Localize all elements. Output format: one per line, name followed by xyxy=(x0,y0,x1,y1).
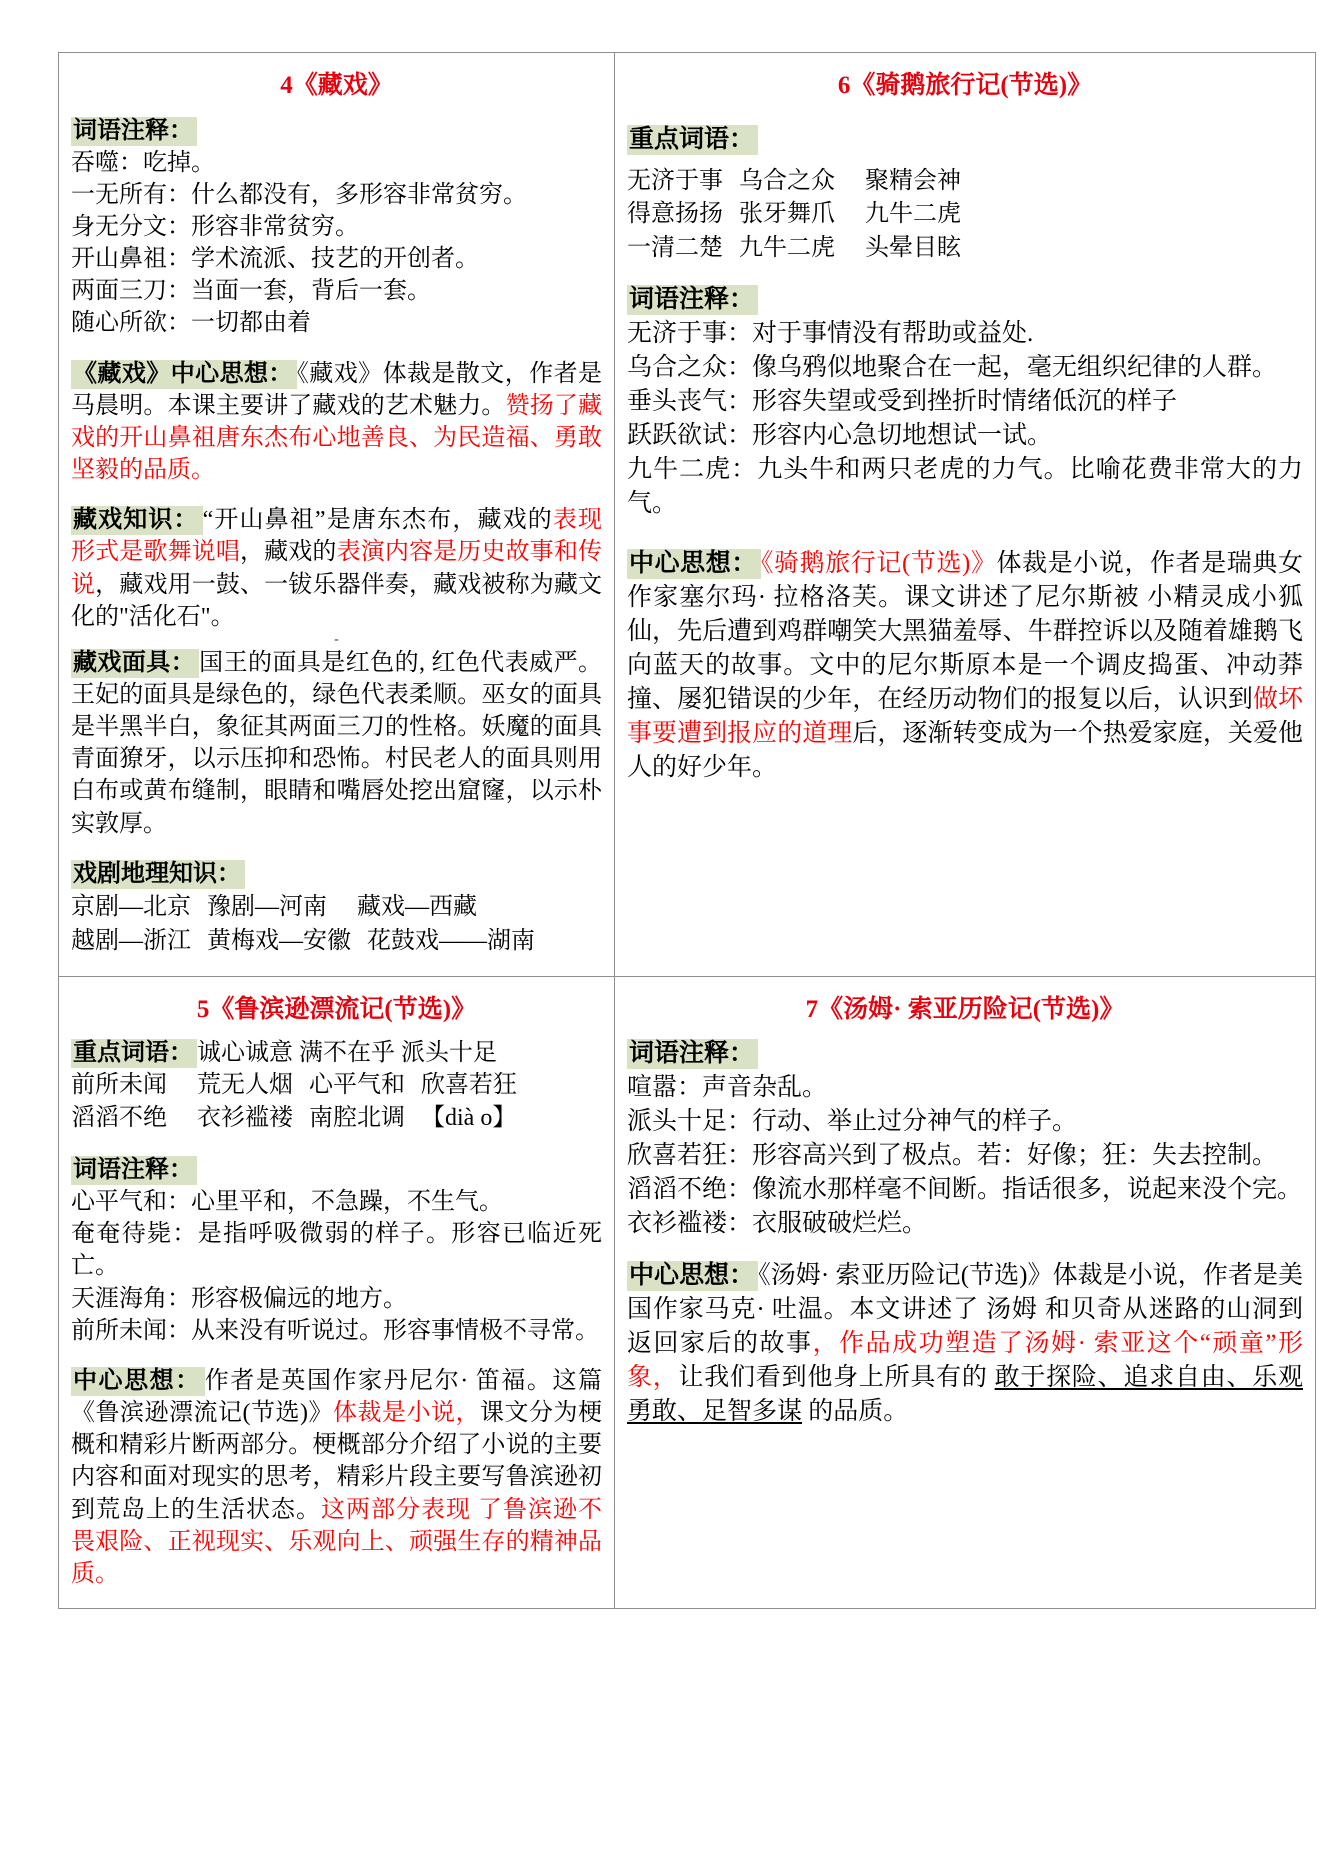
theme-red-2: 这两部分表现 了鲁滨逊不畏艰险、正视现实、乐观向上、顽强生存的精神品质。 xyxy=(71,1496,602,1587)
section-label-keywords: 重点词语： xyxy=(627,125,758,155)
keywords-label-wrap xyxy=(627,123,1303,157)
keyword-grid xyxy=(627,165,1303,266)
knowledge-text-3: ，藏戏用一鼓、一钹乐器伴奏，藏戏被称为藏文化的"活化石"。 xyxy=(71,571,603,630)
spacer xyxy=(627,157,1303,165)
keywords-first-line xyxy=(71,1037,602,1069)
vocab-line: 随心所欲：一切都由着 xyxy=(71,310,311,337)
opera-row xyxy=(71,924,602,958)
vocab-line: 滔滔不绝：像流水那样毫不间断。指话很多，说起来没个完。 xyxy=(627,1175,1303,1203)
opera-item: 花鼓戏——湖南 xyxy=(367,928,535,955)
vocab-line: 奄奄待毙：是指呼吸微弱的样子。形容已临近死亡。 xyxy=(71,1221,602,1280)
cell-lesson-6 xyxy=(615,53,1316,977)
cell-5-section-keywords xyxy=(71,1037,602,1136)
spacer xyxy=(71,1140,602,1154)
section-label-vocab: 词语注释： xyxy=(71,1156,197,1185)
keyword: 头晕目眩 xyxy=(865,234,961,261)
theme-text-1: 体裁是小说，作者是瑞典女作家塞尔玛· 拉格洛芙。课文讲述了尼尔斯被 小精灵成小狐仙，先后遭到鸡群嘲笑大黑猫羞辱、牛群控诉以及随着雄鹅飞向蓝天的故事。文中的尼尔斯原本是一个调皮捣蛋、冲动莽撞、屡犯错误的少年，在经历动物们的报复以后，认识到 xyxy=(627,550,1303,714)
theme-text-1: 作者是英国作家丹尼尔· 笛福。这篇《鲁滨逊漂流记(节选)》 xyxy=(71,1367,602,1427)
cell-4-title: 4《藏戏》 xyxy=(280,72,393,99)
vocab-line: 一无所有：什么都没有，多形容非常贫穷。 xyxy=(71,181,527,208)
vocab-label-wrap xyxy=(71,115,602,147)
section-label-keywords: 重点词语： xyxy=(71,1039,197,1068)
cell-5-title: 5《鲁滨逊漂流记(节选)》 xyxy=(196,996,477,1024)
keyword-row xyxy=(71,1102,602,1136)
theme-text-1: 《汤姆· 索亚历险记(节选)》体裁是小说，作者是美国作家马克· 吐温。本文讲述了 汤姆 和贝奇从迷路的山洞到返回家后的故事 xyxy=(627,1261,1303,1357)
vocab-label-wrap xyxy=(71,1154,602,1186)
keyword: 九牛二虎 xyxy=(739,234,835,261)
opera-item: 越剧—浙江 xyxy=(71,928,191,955)
vocab-line: 衣衫褴褛：衣服破破烂烂。 xyxy=(627,1209,928,1237)
spacer xyxy=(627,1245,1303,1259)
vocab-label-wrap xyxy=(627,283,1303,317)
theme-text-2: 课文分为梗概和精彩片断两部分。梗概部分介绍了小说的主要内容和面对现实的思考，精彩片段主要写鲁滨逊初到荒岛上的生活状态。 xyxy=(71,1400,603,1523)
theme-text-2: 让我们看到他身上所具有的 xyxy=(678,1363,995,1391)
geography-label-wrap xyxy=(71,858,602,890)
masks-paragraph xyxy=(71,647,602,840)
cell-4-section-vocab xyxy=(71,115,602,340)
keyword-row xyxy=(71,1069,602,1103)
cell-4-section-knowledge xyxy=(71,504,602,633)
keyword: 得意扬扬 xyxy=(627,201,723,228)
keyword: 聚精会神 xyxy=(865,167,961,194)
theme-paragraph xyxy=(71,1365,602,1590)
keyword: 南腔北调 xyxy=(309,1105,405,1132)
keyword: 荒无人烟 xyxy=(197,1071,293,1098)
cell-lesson-5 xyxy=(59,977,615,1609)
knowledge-paragraph xyxy=(71,504,602,633)
table-row xyxy=(59,977,1316,1609)
theme-red-emphasis: 做坏事要遭到报应的道理 xyxy=(627,686,1303,748)
spacer xyxy=(71,490,602,504)
cell-7-title: 7《汤姆· 索亚历险记(节选)》 xyxy=(805,996,1125,1024)
theme-paragraph xyxy=(627,1259,1303,1429)
keyword-grid xyxy=(71,1069,602,1136)
keyword: 前所未闻 xyxy=(71,1071,167,1098)
theme-text-3: 的品质。 xyxy=(802,1397,909,1425)
vocab-line: 两面三刀：当面一套，背后一套。 xyxy=(71,278,431,305)
spacer xyxy=(71,1351,602,1365)
opera-item: 藏戏—西藏 xyxy=(357,893,477,920)
vocab-line: 开山鼻祖：学术流派、技艺的开创者。 xyxy=(71,246,479,273)
theme-red-1: ，作品成功塑造了汤姆· 索亚这个“顽童”形象， xyxy=(627,1329,1303,1391)
theme-paragraph xyxy=(627,547,1303,785)
cell-lesson-7 xyxy=(615,977,1316,1609)
opera-item: 京剧—北京 xyxy=(71,893,191,920)
stray-dash-mark: - xyxy=(334,631,339,647)
knowledge-text-2: ，藏戏的 xyxy=(240,539,337,566)
opera-row xyxy=(71,890,602,924)
cell-4-section-theme xyxy=(71,358,602,487)
cell-4-section-geography xyxy=(71,858,602,958)
cell-7-section-theme xyxy=(627,1259,1303,1429)
keyword: 无济于事 xyxy=(627,167,723,194)
cell-7-section-vocab xyxy=(627,1037,1303,1241)
keyword: 张牙舞爪 xyxy=(739,201,835,228)
vocab-line: 派头十足：行动、举止过分神气的样子。 xyxy=(627,1107,1078,1135)
keyword: 一清二楚 xyxy=(627,234,723,261)
spacer xyxy=(627,269,1303,283)
vocab-line: 吞噬：吃掉。 xyxy=(71,149,215,176)
spacer xyxy=(627,115,1303,123)
vocab-line: 天涯海角：形容极偏远的地方。 xyxy=(71,1285,407,1312)
vocab-label-wrap xyxy=(627,1037,1303,1071)
spacer xyxy=(71,844,602,858)
notes-table xyxy=(58,52,1316,1609)
cell-6-section-vocab xyxy=(627,283,1303,521)
keyword: 乌合之众 xyxy=(739,167,835,194)
theme-text-black: 《藏戏》体裁是散文，作者是马晨明。本课主要讲了藏戏的艺术魅力。 xyxy=(71,360,603,419)
section-label-vocab: 词语注释： xyxy=(71,117,197,146)
section-label-vocab: 词语注释： xyxy=(627,1039,758,1069)
section-label-theme: 《藏戏》中心思想： xyxy=(71,360,297,389)
section-label-theme: 中心思想： xyxy=(627,1261,758,1291)
knowledge-red-2: 表演内容是历史故事和传说 xyxy=(71,539,603,598)
vocab-line: 前所未闻：从来没有听说过。形容事情极不寻常。 xyxy=(71,1317,599,1344)
keyword-pinyin: 【dià o】 xyxy=(421,1105,517,1132)
cell-6-section-theme xyxy=(627,547,1303,785)
vocab-line: 跃跃欲试：形容内心急切地想试一试。 xyxy=(627,422,1053,450)
keyword-row xyxy=(627,232,1303,266)
section-label-masks: 藏戏面具： xyxy=(71,649,199,678)
knowledge-red-1: 表现形式是歌舞说唱 xyxy=(71,507,603,566)
cell-5-section-vocab xyxy=(71,1154,602,1347)
vocab-line: 心平气和：心里平和，不急躁，不生气。 xyxy=(71,1189,503,1216)
theme-text-red: 赞扬了藏戏的开山鼻祖唐东杰布心地善良、为民造福、勇敢坚毅的品质。 xyxy=(71,392,603,484)
keyword: 衣衫褴褛 xyxy=(197,1105,293,1132)
section-label-geography: 戏剧地理知识： xyxy=(71,860,245,889)
section-label-theme: 中心思想： xyxy=(627,549,761,579)
vocab-line: 垂头丧气：形容失望或受到挫折时情绪低沉的样子 xyxy=(627,388,1178,416)
spacer xyxy=(627,525,1303,539)
vocab-line: 身无分文：形容非常贫穷。 xyxy=(71,213,359,240)
cell-6-section-keywords xyxy=(627,123,1303,266)
theme-underlined-qualities: 敢于探险、追求自由、乐观勇敢、足智多谋 xyxy=(627,1363,1303,1425)
table-row xyxy=(59,53,1316,977)
keyword-row xyxy=(627,198,1303,232)
keyword: 心平气和 xyxy=(309,1071,405,1098)
masks-text: 国王的面具是红色的, 红色代表威严。王妃的面具是绿色的，绿色代表柔顺。巫女的面具是半黑半白，象征其两面三刀的性格。妖魔的面具青面獠牙，以示压抑和恐怖。村民老人的面具则用白布或黄布缝制，眼睛和嘴唇处挖出窟窿，以示朴实敦厚。 xyxy=(71,649,603,837)
vocab-line: 喧嚣：声音杂乱。 xyxy=(627,1073,828,1101)
opera-item: 黄梅戏—安徽 xyxy=(207,928,351,955)
keyword: 欣喜若狂 xyxy=(421,1071,517,1098)
spacer xyxy=(71,344,602,358)
theme-paragraph xyxy=(71,358,602,487)
section-label-vocab: 词语注释： xyxy=(627,285,758,315)
cell-lesson-4 xyxy=(59,53,615,977)
opera-item: 豫剧—河南 xyxy=(207,893,327,920)
keyword: 九牛二虎 xyxy=(865,201,961,228)
section-label-theme: 中心思想： xyxy=(71,1367,205,1396)
cell-6-title: 6《骑鹅旅行记(节选)》 xyxy=(837,72,1093,99)
section-label-knowledge: 藏戏知识： xyxy=(71,506,203,535)
vocab-line: 乌合之众：像乌鸦似地聚合在一起，毫无组织纪律的人群。 xyxy=(627,354,1278,382)
spacer xyxy=(627,539,1303,547)
theme-red-1: 体裁是小说， xyxy=(333,1400,481,1427)
cell-4-section-masks xyxy=(71,647,602,840)
keywords-inline: 诚心诚意 满不在乎 派头十足 xyxy=(197,1039,497,1066)
vocab-line: 九牛二虎：九头牛和两只老虎的力气。比喻花费非常大的力气。 xyxy=(627,456,1303,518)
keyword-row xyxy=(627,165,1303,199)
theme-text-2: 后，逐渐转变成为一个热爱家庭，关爱他人的好少年。 xyxy=(627,720,1303,782)
knowledge-text-1: “开山鼻祖”是唐东杰布，藏戏的 xyxy=(202,507,553,534)
theme-red-title: 《骑鹅旅行记(节选)》 xyxy=(760,550,997,578)
keyword: 滔滔不绝 xyxy=(71,1105,167,1132)
vocab-line: 无济于事：对于事情没有帮助或益处. xyxy=(627,320,1034,348)
cell-5-section-theme xyxy=(71,1365,602,1590)
vocab-line: 欣喜若狂：形容高兴到了极点。若：好像；狂：失去控制。 xyxy=(627,1141,1278,1169)
